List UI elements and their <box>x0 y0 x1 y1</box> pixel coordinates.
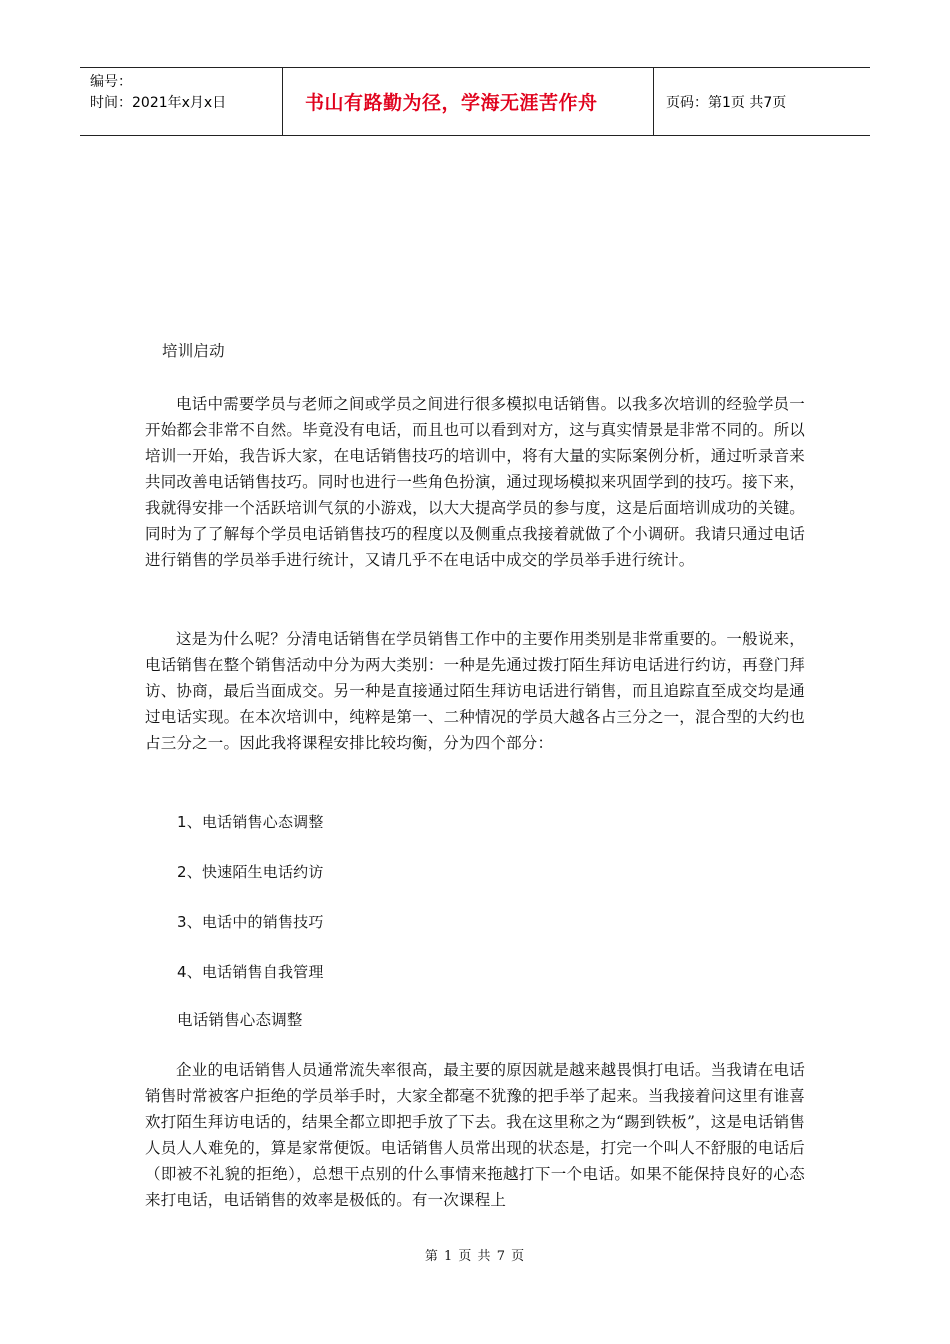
header-page-cell <box>654 68 870 135</box>
paragraph-2: 这是为什么呢？分清电话销售在学员销售工作中的主要作用类别是非常重要的。一般说来，电话销售在整个销售活动中分为两大类别：一种是先通过拨打陌生拜访电话进行约访，再登门拜访、协商，最后当面成交。另一种是直接通过陌生拜访电话进行销售，而且追踪直至成交均是通过电话实现。在本次培训中，纯粹是第一、二种情况的学员大越各占三分之一，混合型的大约也占三分之一。因此我将课程安排比较均衡，分为四个部分： <box>145 630 805 752</box>
paragraph-1: 电话中需要学员与老师之间或学员之间进行很多模拟电话销售。以我多次培训的经验学员一开始都会非常不自然。毕竟没有电话，而且也可以看到对方，这与真实情景是非常不同的。所以培训一开始，我告诉大家，在电话销售技巧的培训中，将有大量的实际案例分析，通过听录音来共同改善电话销售技巧。同时也进行一些角色扮演，通过现场模拟来巩固学到的技巧。接下来，我就得安排一个活跃培训气氛的小游戏，以大大提高学员的参与度，这是后面培训成功的关键。同时为了了解每个学员电话销售技巧的程度以及侧重点我接着就做了个小调研。我请只通过电话进行销售的学员举手进行统计，又请几乎不在电话中成交的学员举手进行统计。 <box>145 395 805 569</box>
time-label: 时间：2021年x月x日 <box>90 95 227 111</box>
page-footer: 第 1 页 共 7 页 <box>424 1249 526 1264</box>
motto-text: 书山有路勤为径，学海无涯苦作舟 <box>305 92 598 114</box>
header-motto-cell <box>282 68 654 135</box>
section-title-mindset: 电话销售心态调整 <box>177 1011 303 1029</box>
list-item: 1、电话销售心态调整 <box>177 813 324 831</box>
section-title-training-start: 培训启动 <box>162 342 225 360</box>
header-meta-cell <box>80 68 282 135</box>
list-item: 2、快速陌生电话约访 <box>177 863 324 881</box>
list-item: 3、电话中的销售技巧 <box>177 913 324 931</box>
number-label: 编号： <box>90 74 132 90</box>
list-item: 4、电话销售自我管理 <box>177 963 324 981</box>
document-body <box>145 338 805 1213</box>
document-header <box>80 67 870 136</box>
page-code: 页码：第1页 共7页 <box>666 94 787 111</box>
paragraph-3: 企业的电话销售人员通常流失率很高，最主要的原因就是越来越畏惧打电话。当我请在电话销售时常被客户拒绝的学员举手时，大家全都毫不犹豫的把手举了起来。当我接着问这里有谁喜欢打陌生拜访电话的，结果全都立即把手放了下去。我在这里称之为“踢到铁板”，这是电话销售人员人人难免的，算是家常便饭。电话销售人员常出现的状态是，打完一个叫人不舒服的电话后（即被不礼貌的拒绝），总想干点别的什么事情来拖越打下一个电话。如果不能保持良好的心态来打电话，电话销售的效率是极低的。有一次课程上 <box>145 1061 805 1209</box>
